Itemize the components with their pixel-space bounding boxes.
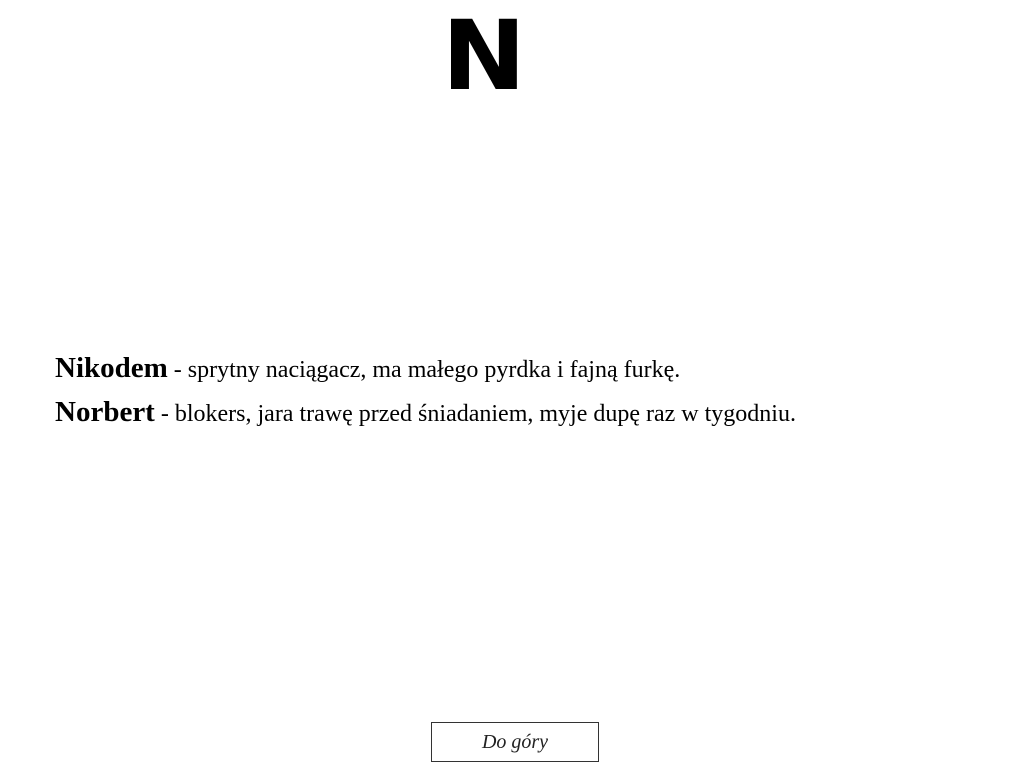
entry-description: sprytny naciągacz, ma małego pyrdka i fajną furkę. [187, 357, 681, 383]
entry-name: Nikodem [55, 352, 168, 384]
name-entry-nikodem [55, 347, 1015, 391]
entry-name: Norbert [55, 396, 155, 428]
name-entry-norbert [55, 391, 1015, 435]
entry-separator: - [167, 357, 188, 383]
entry-separator: - [154, 401, 175, 427]
letter-heading: N [441, 0, 529, 112]
name-entries-list [55, 347, 1015, 435]
entry-description: blokers, jara trawę przed śniadaniem, myje dupę raz w tygodniu. [174, 401, 796, 427]
back-to-top-button[interactable]: Do góry [431, 722, 599, 762]
